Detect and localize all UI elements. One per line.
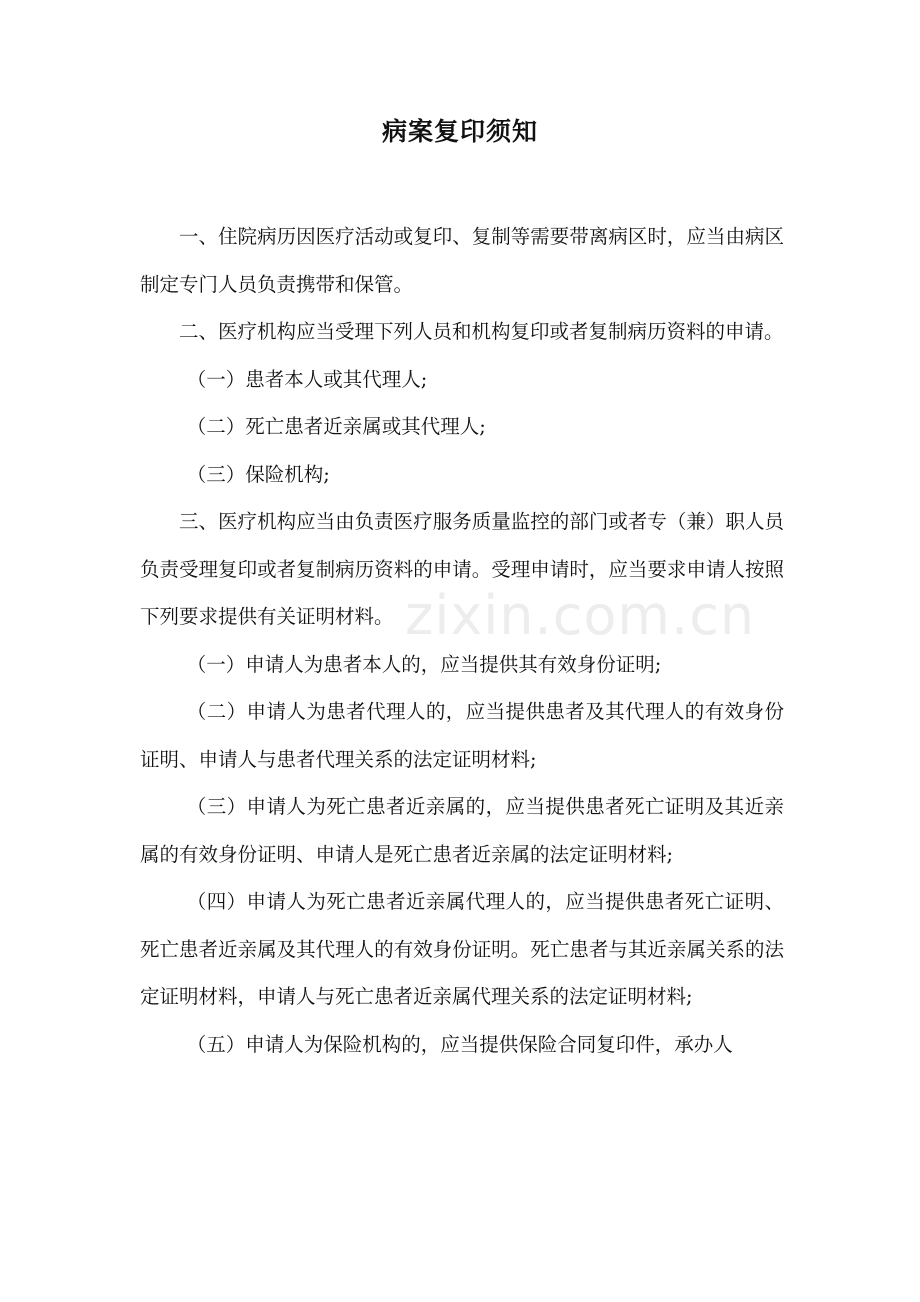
watermark-text: zixin.com.cn [405,584,756,647]
list-item: （三）保险机构; [186,462,330,486]
list-item: （三）申请人为死亡患者近亲属的，应当提供患者死亡证明及其近亲属的有效身份证明、申请人是死亡患者近亲属的法定证明材料; [140,795,784,866]
list-item: （四）申请人为死亡患者近亲属代理人的，应当提供患者死亡证明、死亡患者近亲属及其代理人的有效身份证明。死亡患者与其近亲属关系的法定证明材料，申请人与死亡患者近亲属代理关系的法定证明材料; [140,890,784,1008]
paragraph-3: 三、医疗机构应当由负责医疗服务质量监控的部门或者专（兼）职人员负责受理复印或者复制病历资料的申请。受理申请时，应当要求申请人按照下列要求提供有关证明材料。 [140,510,784,628]
list-item: （二）死亡患者近亲属或其代理人; [186,415,486,438]
document-title: 病案复印须知 [381,117,538,146]
list-item: （二）申请人为患者代理人的，应当提供患者及其代理人的有效身份证明、申请人与患者代理关系的法定证明材料; [140,700,784,771]
document-body [140,213,784,1068]
list-item: （一）患者本人或其代理人; [186,367,428,391]
list-item: （五）申请人为保险机构的，应当提供保险合同复印件，承办人 [186,1032,733,1056]
paragraph-2: 二、医疗机构应当受理下列人员和机构复印或者复制病历资料的申请。 [179,320,784,343]
paragraph-1: 一、住院病历因医疗活动或复印、复制等需要带离病区时，应当由病区制定专门人员负责携带和保管。 [140,225,784,296]
list-item: （一）申请人为患者本人的，应当提供其有效身份证明; [186,652,662,676]
